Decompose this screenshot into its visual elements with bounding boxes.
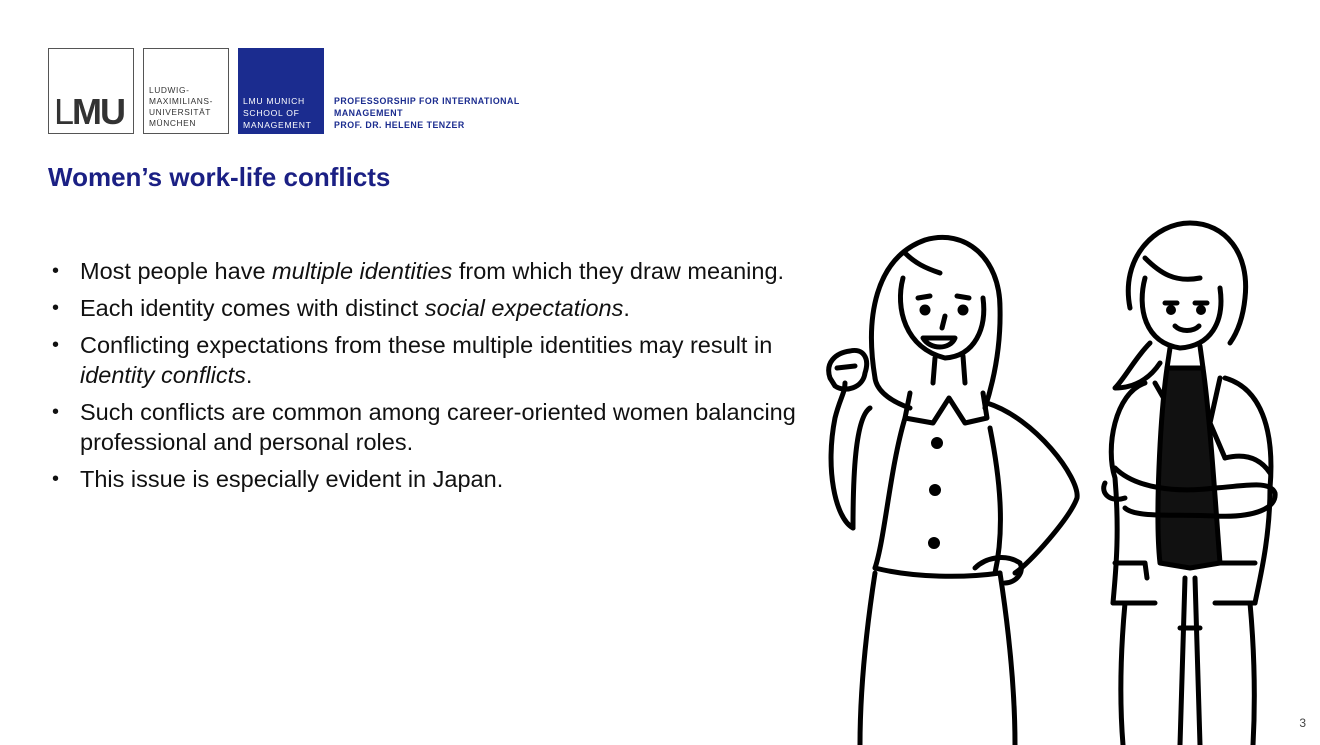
bullet-item: • Conflicting expectations from these multiple identities may result in identity conflicts. [52, 332, 773, 388]
two-women-illustration [815, 218, 1285, 745]
bullet-item: • Each identity comes with distinct social expectations. [52, 295, 630, 321]
lmu-wordmark: LMU [54, 91, 125, 132]
page-number: 3 [1299, 716, 1306, 730]
university-name: LUDWIG- MAXIMILIANS- UNIVERSITÄT MÜNCHEN [149, 85, 213, 128]
school-of-management-name: LMU MUNICH SCHOOL OF MANAGEMENT [243, 96, 312, 130]
woman-right-figure [1104, 223, 1275, 745]
university-name-box [143, 48, 229, 134]
woman-left-figure [829, 237, 1077, 745]
bullet-item: • Such conflicts are common among career-oriented women balancing professional and personal roles. [52, 399, 796, 455]
slide-title: Women’s work-life conflicts [48, 162, 391, 192]
professorship-name: PROFESSORSHIP FOR INTERNATIONAL MANAGEMENT PROF. DR. HELENE TENZER [334, 96, 520, 130]
bullet-dot: • [52, 401, 60, 423]
bullet-dot: • [52, 297, 60, 319]
bullet-dot: • [52, 260, 60, 282]
bullet-dot: • [52, 334, 60, 356]
bullet-item: • Most people have multiple identities from which they draw meaning. [52, 258, 785, 284]
bullet-list [48, 256, 808, 501]
bullet-item: • This issue is especially evident in Japan. [52, 466, 504, 492]
school-of-management-box [238, 48, 324, 134]
bullet-dot: • [52, 468, 60, 490]
lmu-logo [48, 48, 134, 134]
